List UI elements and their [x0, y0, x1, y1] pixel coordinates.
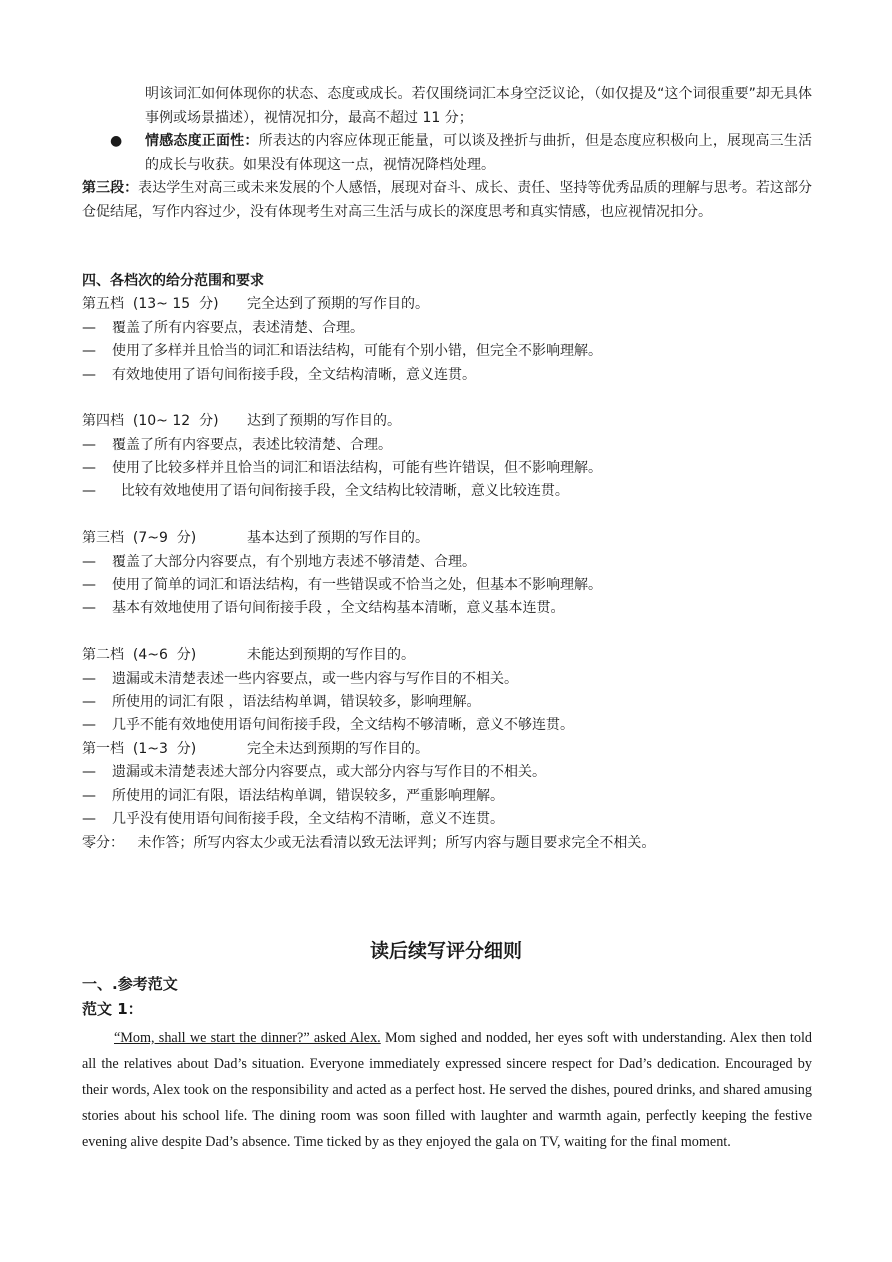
dash: — [82, 788, 96, 804]
tier-desc: 未能达到预期的写作目的。 [247, 647, 415, 663]
tier-item-text: 遗漏或未清楚表述大部分内容要点，或大部分内容与写作目的不相关。 [112, 764, 546, 780]
sample-essay-label: 范文 1： [82, 1000, 143, 1018]
tier-desc: 完全达到了预期的写作目的。 [247, 296, 429, 312]
tier-header [82, 294, 429, 314]
tier-item [82, 435, 392, 455]
tier-item [82, 598, 564, 618]
dash: — [82, 483, 96, 499]
bullet-label: 情感态度正面性： [145, 133, 259, 149]
sample-essay-paragraph [82, 1025, 812, 1155]
tier-item [82, 481, 569, 501]
criteria-continuation [145, 83, 812, 130]
tier-header [82, 411, 401, 431]
dash: — [82, 437, 96, 453]
dash: — [82, 694, 96, 710]
tier-score: 第二档 (4~6 分) [82, 647, 197, 663]
tier-item [82, 692, 480, 712]
tier-item [82, 575, 602, 595]
dash: — [82, 600, 96, 616]
dash: — [82, 554, 96, 570]
tier-item-text: 有效地使用了语句间衔接手段，全文结构清晰，意义连贯。 [112, 367, 476, 383]
tier-item-text: 比较有效地使用了语句间衔接手段，全文结构比较清晰，意义比较连贯。 [112, 483, 569, 499]
bullet-dot-icon: ● [110, 133, 123, 149]
tier-item [82, 669, 518, 689]
tier-item [82, 715, 574, 735]
tier-desc: 基本达到了预期的写作目的。 [247, 530, 429, 546]
bullet-emotion-attitude [145, 130, 812, 177]
tier-item [82, 786, 504, 806]
dash: — [82, 460, 96, 476]
tier-item-text: 几乎不能有效地使用语句间衔接手段，全文结构不够清晰，意义不够连贯。 [112, 717, 574, 733]
tier-header [82, 739, 429, 759]
dash: — [82, 320, 96, 336]
tier-item [82, 318, 364, 338]
tier-header [82, 528, 429, 548]
tier-item-text: 覆盖了所有内容要点，表述清楚、合理。 [112, 320, 364, 336]
tier-header [82, 645, 415, 665]
tier-score: 第三档 (7~9 分) [82, 530, 197, 546]
tier-score: 第五档 (13~ 15 分) [82, 296, 219, 312]
tier-item [82, 552, 476, 572]
tier-item-text: 使用了多样并且恰当的词汇和语法结构，可能有个别小错，但完全不影响理解。 [112, 343, 602, 359]
tier-item-text: 使用了比较多样并且恰当的词汇和语法结构，可能有些许错误，但不影响理解。 [112, 460, 602, 476]
tier-item [82, 341, 602, 361]
dash: — [82, 577, 96, 593]
zero-score-line: 零分： 未作答；所写内容太少或无法看清以致无法评判；所写内容与题目要求完全不相关。 [82, 835, 656, 851]
dash: — [82, 343, 96, 359]
tier-item-text: 所使用的词汇有限 ，语法结构单调，错误较多，影响理解。 [112, 694, 481, 710]
tier-item-text: 覆盖了所有内容要点，表述比较清楚、合理。 [112, 437, 392, 453]
tier-item [82, 458, 602, 478]
bullet-text: 所表达的内容应体现正能量，可以谈及挫折与曲折，但是态度应积极向上，展现高三生活的成长与收获。如果没有体现这一点，视情况降档处理。 [145, 133, 813, 173]
tier-item-text: 基本有效地使用了语句间衔接手段 ，全文结构基本清晰，意义基本连贯。 [112, 600, 565, 616]
tier-item-text: 覆盖了大部分内容要点，有个别地方表述不够清楚、合理。 [112, 554, 476, 570]
tier-item [82, 365, 476, 385]
tier-desc: 完全未达到预期的写作目的。 [247, 741, 429, 757]
dash: — [82, 671, 96, 687]
tier-desc: 达到了预期的写作目的。 [247, 413, 401, 429]
underlined-opening: “Mom, shall we start the dinner?” asked Alex. [114, 1030, 381, 1046]
paragraph-three-criteria [82, 177, 812, 224]
tier-item-text: 所使用的词汇有限，语法结构单调，错误较多，严重影响理解。 [112, 788, 504, 804]
reference-essay-heading: 一、.参考范文 [82, 975, 178, 993]
essay-body: Mom sighed and nodded, her eyes soft with understanding. Alex then told all the relatives about Dad’s situation. Everyone immediately expressed sincere respect for Dad’s dedication. Encouraged by their words, Alex took on the responsibility and acted as a perfect host. He served the dishes, poured drinks, and shared amusing stories about his school life. The dining room was soon filled with laughter and warmth again, perfectly keeping the festive evening alive despite Dad’s absence. Time ticked by as they enjoyed the gala on TV, waiting for the final moment. [82, 1030, 812, 1150]
tier-item-text: 使用了简单的词汇和语法结构，有一些错误或不恰当之处，但基本不影响理解。 [112, 577, 602, 593]
dash: — [82, 811, 96, 827]
tier-item [82, 809, 504, 829]
para3-text: 表达学生对高三或未来发展的个人感悟，展现对奋斗、成长、责任、坚持等优秀品质的理解与思考。若这部分仓促结尾，写作内容过少，没有体现考生对高三生活与成长的深度思考和真实情感，也应视情况扣分。 [82, 180, 813, 220]
dash: — [82, 367, 96, 383]
continuation-text: 明该词汇如何体现你的状态、态度或成长。若仅围绕词汇本身空泛议论，（如仅提及“这个词很重要”却无具体事例或场景描述），视情况扣分，最高不超过 11 分； [145, 86, 812, 126]
para3-label: 第三段： [82, 180, 139, 196]
page-title: 读后续写评分细则 [369, 940, 522, 962]
tier-item-text: 几乎没有使用语句间衔接手段，全文结构不清晰，意义不连贯。 [112, 811, 504, 827]
tier-score: 第一档 (1~3 分) [82, 741, 197, 757]
section-heading: 四、各档次的给分范围和要求 [82, 273, 264, 289]
tier-item [82, 762, 546, 782]
dash: — [82, 764, 96, 780]
dash: — [82, 717, 96, 733]
tier-item-text: 遗漏或未清楚表述一些内容要点，或一些内容与写作目的不相关。 [112, 671, 518, 687]
tier-score: 第四档 (10~ 12 分) [82, 413, 219, 429]
